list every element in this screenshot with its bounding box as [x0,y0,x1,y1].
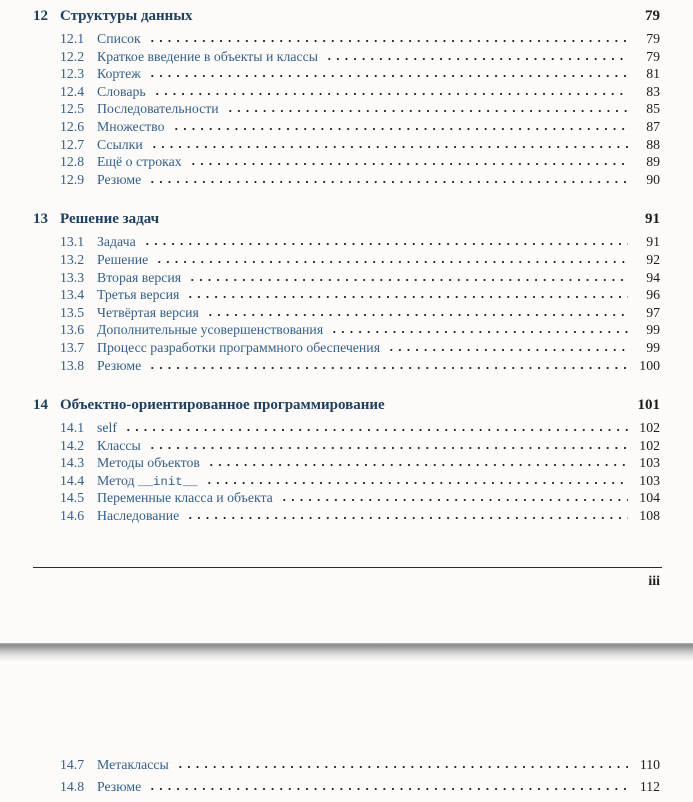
dot-leader [206,313,628,317]
toc-section-entry[interactable] [33,322,660,340]
toc-entry-page: 91 [646,234,660,250]
toc-section-entry[interactable] [33,31,660,49]
toc-entry-page: 99 [646,322,660,338]
toc-entry-title: Процесс разработки программного обеспечения [97,339,381,355]
toc-section-entry[interactable] [33,287,660,305]
toc-section-entry[interactable] [33,252,660,270]
toc-entry-number: 14.4 [60,472,85,488]
toc-entry-page: 97 [646,304,660,320]
table-of-contents-continued [0,661,693,796]
toc-entry-title: Множество [97,118,165,134]
toc-chapter-title: Объектно-ориентированное программирование [60,397,385,414]
toc-entry-number: 14.5 [60,490,85,506]
toc-entry-number: 13.2 [60,251,85,267]
toc-entry-page: 104 [639,490,660,506]
toc-section-entry[interactable] [33,305,660,323]
toc-entry-page: 102 [639,437,660,453]
toc-entry-title: Дополнительные усовершенствования [97,322,324,338]
toc-entry-title-code: __init__ [138,474,198,489]
toc-entry-title: Кортеж [97,66,141,82]
toc-entry-title: Краткое введение в объекты и классы [97,48,319,64]
toc-chapter-title: Структуры данных [60,8,193,24]
toc-entry-number: 12.7 [60,136,85,152]
dot-leader [207,463,628,467]
toc-entry-number: 12.1 [60,31,85,46]
dot-leader [155,260,628,264]
toc-chapter-number: 12 [33,8,48,24]
toc-entry-title: Четвёртая версия [97,304,199,320]
toc-section-entry[interactable] [33,340,660,358]
dot-leader [387,348,628,352]
dot-leader [148,180,628,184]
dot-leader [148,366,628,370]
page-folio: iii [648,574,660,589]
toc-entry-number: 13.3 [60,269,85,285]
toc-entry-page: 96 [646,287,660,303]
toc-chapter-entry[interactable] [33,8,660,27]
toc-entry-page: 85 [646,101,660,117]
toc-chapter-page: 79 [645,8,660,24]
toc-section-entry[interactable] [33,779,660,797]
toc-entry-page: 94 [646,269,660,285]
toc-section-entry[interactable] [33,270,660,288]
toc-entry-title: Наследование [97,508,180,524]
toc-section-entry[interactable] [33,358,660,376]
toc-entry-title: Резюме [97,171,142,187]
toc-entry-number: 14.2 [60,437,85,453]
toc-entry-page: 81 [646,66,660,82]
toc-entry-page: 79 [646,31,660,46]
dot-leader [226,109,628,113]
toc-section-entry[interactable] [33,172,660,190]
dot-leader [176,765,628,769]
toc-chapter-entry[interactable] [33,397,660,416]
toc-entry-page: 79 [646,48,660,64]
toc-section-entry[interactable] [33,119,660,137]
toc-section-entry[interactable] [33,234,660,252]
toc-chapter-block [33,397,660,526]
toc-chapter-page: 101 [637,397,660,414]
toc-entry-page: 103 [639,472,660,488]
dot-leader [150,145,628,149]
toc-entry-number: 13.6 [60,322,85,338]
toc-entry-title: Резюме [97,778,142,794]
dot-leader [186,295,628,299]
toc-entry-title: Переменные класса и объекта [97,490,273,506]
toc-entry-number: 13.5 [60,304,85,320]
toc-entry-page: 99 [646,339,660,355]
toc-entry-number: 12.4 [60,83,85,99]
toc-entry-title: Методы объектов [97,455,200,471]
toc-entry-page: 87 [646,118,660,134]
toc-entry-page: 110 [639,757,660,772]
toc-chapter-number: 14 [33,397,48,414]
toc-section-entry[interactable] [33,438,660,456]
toc-section-entry[interactable] [33,473,660,491]
toc-entry-number: 14.7 [60,757,85,772]
dot-leader [148,446,628,450]
toc-entry-number: 14.8 [60,778,85,794]
toc-entry-title: Вторая версия [97,269,182,285]
dot-leader [148,39,628,43]
dot-leader [143,242,628,246]
toc-section-entry[interactable] [33,101,660,119]
dot-leader [188,278,628,282]
toc-entry-title: Резюме [97,357,142,373]
toc-entry-title: Последовательности [97,101,219,117]
dot-leader [172,127,629,131]
toc-entry-title: Ещё о строках [97,154,182,170]
toc-entry-title: Классы [97,437,141,453]
toc-entry-page: 92 [646,251,660,267]
toc-entry-number: 12.9 [60,171,85,187]
toc-chapter-title: Решение задач [60,211,160,228]
toc-entry-number: 14.3 [60,455,85,471]
toc-entry-number: 12.6 [60,118,85,134]
toc-entry-title: Метод __init__ [97,472,198,489]
toc-chapter-block [33,211,660,375]
toc-entry-number: 12.5 [60,101,85,117]
toc-entry-number: 12.3 [60,66,85,82]
toc-entry-title: Ссылки [97,136,143,152]
toc-entry-number: 14.6 [60,508,85,524]
dot-leader [205,481,628,485]
toc-entry-page: 112 [639,778,660,794]
dot-leader [148,74,628,78]
dot-leader [124,428,628,432]
toc-entry-title: Список [97,31,141,46]
toc-section-entry[interactable] [33,490,660,508]
toc-entry-page: 102 [639,420,660,436]
toc-entry-page: 88 [646,136,660,152]
toc-entry-page: 100 [639,357,660,373]
toc-entry-page: 108 [639,508,660,524]
toc-entry-number: 14.1 [60,420,85,436]
toc-section-entry[interactable] [33,66,660,84]
dot-leader [189,162,628,166]
dot-leader [153,92,628,96]
page-separator [0,643,693,661]
toc-entry-title: self [97,420,117,436]
toc-page-2 [0,661,693,802]
toc-entry-title: Словарь [97,83,146,99]
toc-section-entry[interactable] [33,49,660,67]
toc-entry-title: Задача [97,234,136,250]
toc-chapter-number: 13 [33,211,48,228]
toc-entry-page: 83 [646,83,660,99]
dot-leader [325,57,628,61]
toc-entry-number: 13.4 [60,287,85,303]
toc-entry-page: 89 [646,154,660,170]
toc-chapter-entry[interactable] [33,211,660,230]
toc-entry-page: 103 [639,455,660,471]
dot-leader [330,330,628,334]
toc-entry-number: 12.8 [60,154,85,170]
toc-section-entry[interactable] [33,508,660,526]
toc-section-entry[interactable] [33,84,660,102]
toc-section-entry[interactable] [33,420,660,438]
dot-leader [148,787,628,791]
toc-entry-number: 13.1 [60,234,85,250]
footer-rule [33,567,662,568]
toc-chapter-page: 91 [645,211,660,228]
toc-section-entry[interactable] [33,455,660,473]
toc-entry-title: Решение [97,251,149,267]
toc-entry-number: 13.7 [60,339,85,355]
toc-section-entry[interactable] [33,154,660,172]
toc-entry-title: Метаклассы [97,757,169,772]
toc-entry-page: 90 [646,171,660,187]
dot-leader [280,498,628,502]
toc-entry-title: Третья версия [97,287,180,303]
toc-section-entry[interactable] [33,137,660,155]
toc-section-entry[interactable] [33,757,660,775]
toc-entry-number: 13.8 [60,357,85,373]
toc-entry-number: 12.2 [60,48,85,64]
toc-chapter-block [33,8,660,189]
dot-leader [186,516,628,520]
